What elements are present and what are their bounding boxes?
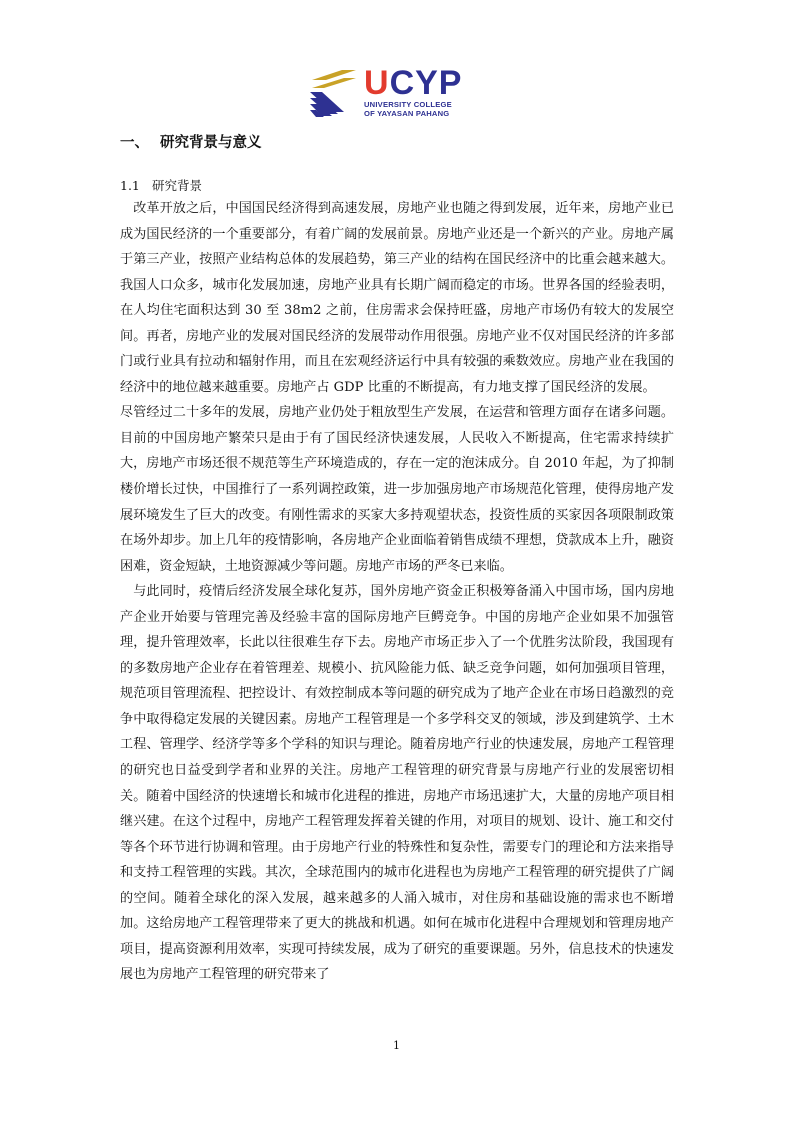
logo-subtitle-line1: UNIVERSITY COLLEGE: [364, 100, 452, 109]
body-text: [120, 196, 674, 988]
ucyp-emblem-icon: [308, 66, 360, 118]
logo-subtitle-line2: OF YAYASAN PAHANG: [364, 109, 450, 118]
ucyp-logo: [308, 66, 476, 118]
page-number: 1: [393, 1039, 400, 1052]
section-heading: [120, 131, 262, 152]
section-heading-number: 一、: [120, 135, 149, 151]
subsection-heading: [120, 176, 202, 194]
section-heading-title: 研究背景与意义: [160, 135, 262, 151]
logo-letters-cyp: CYP: [389, 64, 463, 102]
subsection-heading-number: 1.1: [120, 178, 140, 193]
paragraph: 与此同时，疫情后经济发展全球化复苏，国外房地产资金正积极筹备涌入中国市场，国内房地产企业开始要与管理完善及经验丰富的国际房地产巨鳄竞争。中国的房地产企业如果不加强管理，提升管理效率，长此以往很难生存下去。房地产市场正步入了一个优胜劣汰阶段，我国现有的多数房地产企业存在着管理差、规模小、抗风险能力低、缺乏竞争问题，如何加强项目管理，规范项目管理流程、把控设计、有效控制成本等问题的研究成为了地产企业在市场日趋激烈的竞争中取得稳定发展的关键因素。房地产工程管理是一个多学科交叉的领域，涉及到建筑学、土木工程、管理学、经济学等多个学科的知识与理论。随着房地产行业的快速发展，房地产工程管理的研究也日益受到学者和业界的关注。房地产工程管理的研究背景与房地产行业的发展密切相关。随着中国经济的快速增长和城市化进程的推进，房地产市场迅速扩大，大量的房地产项目相继兴建。在这个过程中，房地产工程管理发挥着关键的作用，对项目的规划、设计、施工和交付等各个环节进行协调和管理。由于房地产行业的特殊性和复杂性，需要专门的理论和方法来指导和支持工程管理的实践。其次，全球范围内的城市化进程也为房地产工程管理的研究提供了广阔的空间。随着全球化的深入发展，越来越多的人涌入城市，对住房和基础设施的需求也不断增加。这给房地产工程管理带来了更大的挑战和机遇。如何在城市化进程中合理规划和管理房地产项目，提高资源利用效率，实现可持续发展，成为了研究的重要课题。另外，信息技术的快速发展也为房地产工程管理的研究带来了: [120, 584, 674, 983]
paragraph: 改革开放之后，中国国民经济得到高速发展，房地产业也随之得到发展，近年来，房地产业已成为国民经济的一个重要部分，有着广阔的发展前景。房地产业还是一个新兴的产业。房地产属于第三产业，按照产业结构总体的发展趋势，第三产业的结构在国民经济中的比重会越来越大。我国人口众多，城市化发展加速，房地产业具有长期广阔而稳定的市场。世界各国的经验表明，在人均住宅面积达到 30 至 38m2 之前，住房需求会保持旺盛，房地产市场仍有较大的发展空间。再者，房地产业的发展对国民经济的发展带动作用很强。房地产业不仅对国民经济的许多部门或行业具有拉动和辐射作用，而且在宏观经济运行中具有较强的乘数效应。房地产业在我国的经济中的地位越来越重要。房地产占 GDP 比重的不断提高，有力地支撑了国民经济的发展。: [120, 201, 674, 395]
logo-wordmark: [364, 66, 462, 100]
logo-letter-u: U: [364, 64, 390, 102]
subsection-heading-title: 研究背景: [152, 178, 203, 193]
paragraph: 尽管经过二十多年的发展，房地产业仍处于粗放型生产发展，在运营和管理方面存在诸多问题。目前的中国房地产繁荣只是由于有了国民经济快速发展，人民收入不断提高，住宅需求持续扩大，房地产市场还很不规范等生产环境造成的，存在一定的泡沫成分。自 2010 年起，为了抑制楼价增长过快，中国推行了一系列调控政策，进一步加强房地产市场规范化管理，使得房地产发展环境发生了巨大的改变。有刚性需求的买家大多持观望状态，投资性质的买家因各项限制政策在场外却步。加上几年的疫情影响，各房地产企业面临着销售成绩不理想，贷款成本上升，融资困难，资金短缺，土地资源减少等问题。房地产市场的严冬已来临。: [120, 405, 674, 574]
